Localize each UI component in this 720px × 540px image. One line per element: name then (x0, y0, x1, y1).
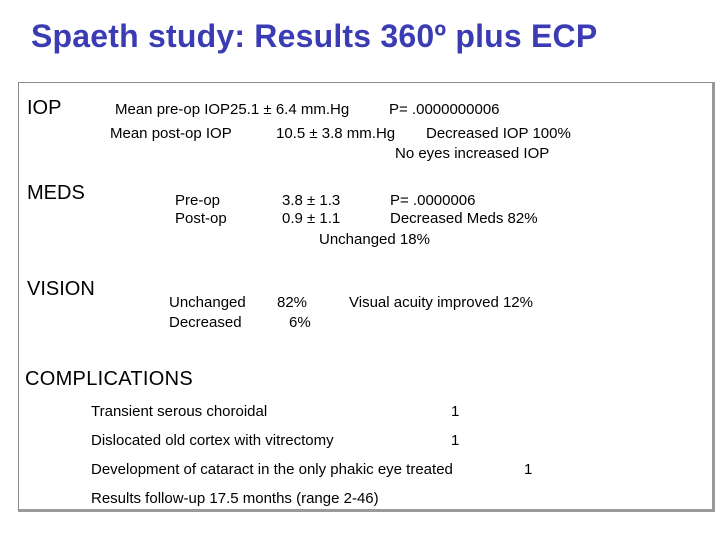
followup-note: Results follow-up 17.5 months (range 2-46) (91, 490, 379, 507)
meds-decreased: Decreased Meds 82% (390, 210, 538, 227)
meds-postop-label: Post-op (175, 210, 227, 227)
iop-no-increase: No eyes increased IOP (395, 145, 550, 162)
iop-section-label: IOP (27, 97, 62, 119)
complication-item: Dislocated old cortex with vitrectomy (91, 432, 334, 449)
complication-item: Development of cataract in the only phakic eye treated (91, 461, 453, 478)
complication-count: 1 (524, 461, 533, 478)
meds-preop-value: 3.8 ± 1.3 (282, 192, 341, 209)
slide-title: Spaeth study: Results 360º plus ECP (31, 18, 598, 54)
vision-unchanged-value: 82% (277, 294, 308, 311)
vision-decreased-label: Decreased (169, 314, 242, 331)
complications-heading: COMPLICATIONS (25, 368, 193, 390)
meds-preop-label: Pre-op (175, 192, 221, 209)
complication-count: 1 (451, 432, 460, 449)
vision-section-label: VISION (27, 278, 95, 300)
iop-postop-label: Mean post-op IOP (110, 125, 232, 142)
complication-item: Transient serous choroidal (91, 403, 268, 420)
meds-section-label: MEDS (27, 182, 85, 204)
meds-postop-value: 0.9 ± 1.1 (282, 210, 341, 227)
iop-decreased: Decreased IOP 100% (426, 125, 571, 142)
meds-p-value: P= .0000006 (390, 192, 476, 209)
vision-improved: Visual acuity improved 12% (349, 294, 533, 311)
iop-preop-mean: Mean pre-op IOP25.1 ± 6.4 mm.Hg (115, 101, 350, 118)
iop-p-value: P= .0000000006 (389, 101, 500, 118)
meds-unchanged: Unchanged 18% (319, 231, 430, 248)
vision-decreased-value: 6% (289, 314, 311, 331)
vision-unchanged-label: Unchanged (169, 294, 246, 311)
complication-count: 1 (451, 403, 460, 420)
iop-postop-mean: 10.5 ± 3.8 mm.Hg (276, 125, 396, 142)
